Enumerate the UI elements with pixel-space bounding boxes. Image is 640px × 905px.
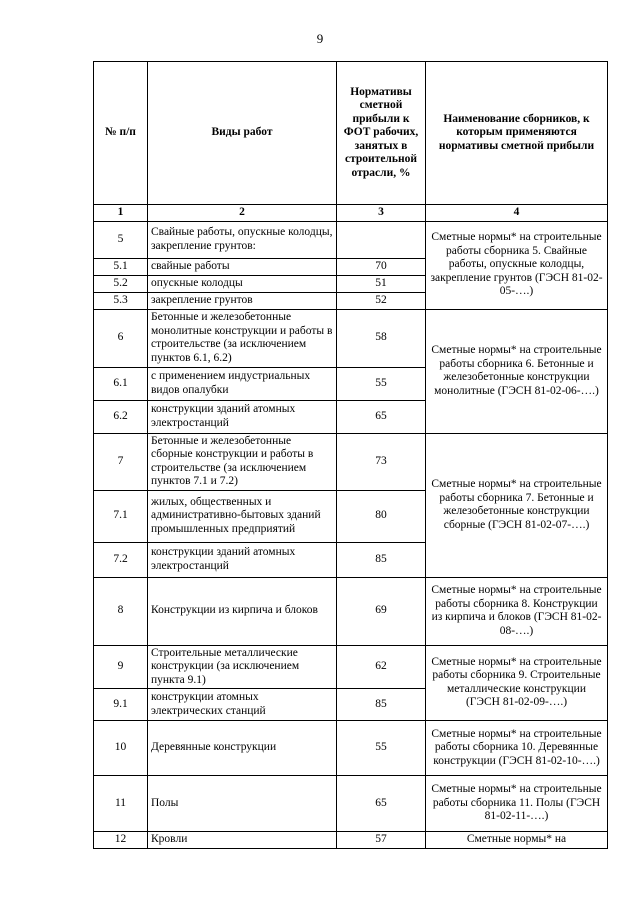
collection-cell: Сметные нормы* на bbox=[426, 832, 608, 849]
row-value: 58 bbox=[337, 309, 426, 367]
row-num: 7.2 bbox=[94, 542, 148, 577]
row-value: 52 bbox=[337, 292, 426, 309]
table-row bbox=[94, 832, 608, 849]
row-name: Строительные металлические конструкции (за исключением пункта 9.1) bbox=[148, 645, 337, 689]
table-row bbox=[94, 577, 608, 645]
row-value: 55 bbox=[337, 367, 426, 400]
collection-cell: Сметные нормы* на строительные работы сборника 11. Полы (ГЭСН 81-02-11-….) bbox=[426, 776, 608, 832]
row-num: 7 bbox=[94, 433, 148, 490]
header-row bbox=[94, 62, 608, 205]
row-value bbox=[337, 221, 426, 258]
column-number-row bbox=[94, 205, 608, 222]
row-value: 57 bbox=[337, 832, 426, 849]
row-num: 12 bbox=[94, 832, 148, 849]
row-value: 65 bbox=[337, 776, 426, 832]
table-row bbox=[94, 309, 608, 367]
row-num: 5.1 bbox=[94, 258, 148, 275]
row-num: 6.1 bbox=[94, 367, 148, 400]
row-value: 85 bbox=[337, 689, 426, 721]
column-number: 3 bbox=[337, 205, 426, 222]
row-name: конструкции зданий атомных электростанций bbox=[148, 542, 337, 577]
row-value: 70 bbox=[337, 258, 426, 275]
row-num: 9 bbox=[94, 645, 148, 689]
row-num: 5.3 bbox=[94, 292, 148, 309]
header-num: № п/п bbox=[94, 62, 148, 205]
header-norm: Нормативы сметной прибыли к ФОТ рабочих, занятых в строительной отрасли, % bbox=[337, 62, 426, 205]
row-num: 8 bbox=[94, 577, 148, 645]
row-name: Свайные работы, опускные колодцы, закрепление грунтов: bbox=[148, 221, 337, 258]
collection-cell: Сметные нормы* на строительные работы сборника 10. Деревянные конструкции (ГЭСН 81-02-10-….) bbox=[426, 721, 608, 776]
row-name: Конструкции из кирпича и блоков bbox=[148, 577, 337, 645]
table-row bbox=[94, 645, 608, 689]
row-name: Кровли bbox=[148, 832, 337, 849]
row-num: 10 bbox=[94, 721, 148, 776]
column-number: 4 bbox=[426, 205, 608, 222]
row-num: 7.1 bbox=[94, 490, 148, 542]
row-value: 69 bbox=[337, 577, 426, 645]
row-name: Бетонные и железобетонные сборные конструкции и работы в строительстве (за исключением пунктов 7.1 и 7.2) bbox=[148, 433, 337, 490]
row-name: конструкции зданий атомных электростанций bbox=[148, 400, 337, 433]
column-number: 2 bbox=[148, 205, 337, 222]
collection-cell: Сметные нормы* на строительные работы сборника 7. Бетонные и железобетонные конструкции сборные (ГЭСН 81-02-07-….) bbox=[426, 433, 608, 577]
row-value: 65 bbox=[337, 400, 426, 433]
row-name: Деревянные конструкции bbox=[148, 721, 337, 776]
row-name: с применением индустриальных видов опалубки bbox=[148, 367, 337, 400]
row-num: 5.2 bbox=[94, 275, 148, 292]
collection-cell: Сметные нормы* на строительные работы сборника 9. Строительные металлические конструкции (ГЭСН 81-02-09-….) bbox=[426, 645, 608, 721]
row-num: 9.1 bbox=[94, 689, 148, 721]
row-name: Бетонные и железобетонные монолитные конструкции и работы в строительстве (за исключением пунктов 6.1, 6.2) bbox=[148, 309, 337, 367]
table-row bbox=[94, 776, 608, 832]
collection-cell: Сметные нормы* на строительные работы сборника 8. Конструкции из кирпича и блоков (ГЭСН 81-02-08-….) bbox=[426, 577, 608, 645]
row-value: 85 bbox=[337, 542, 426, 577]
column-number: 1 bbox=[94, 205, 148, 222]
collection-cell: Сметные нормы* на строительные работы сборника 6. Бетонные и железобетонные конструкции монолитные (ГЭСН 81-02-06-….) bbox=[426, 309, 608, 433]
collection-cell: Сметные нормы* на строительные работы сборника 5. Свайные работы, опускные колодцы, закрепление грунтов (ГЭСН 81-02-05-….) bbox=[426, 221, 608, 309]
row-value: 51 bbox=[337, 275, 426, 292]
table-row bbox=[94, 433, 608, 490]
table-row bbox=[94, 221, 608, 258]
row-name: закрепление грунтов bbox=[148, 292, 337, 309]
norms-table bbox=[93, 61, 608, 849]
table-row bbox=[94, 721, 608, 776]
row-value: 55 bbox=[337, 721, 426, 776]
row-name: опускные колодцы bbox=[148, 275, 337, 292]
row-value: 73 bbox=[337, 433, 426, 490]
row-name: Полы bbox=[148, 776, 337, 832]
row-num: 11 bbox=[94, 776, 148, 832]
row-num: 6.2 bbox=[94, 400, 148, 433]
row-name: конструкции атомных электрических станций bbox=[148, 689, 337, 721]
row-name: жилых, общественных и административно-бытовых зданий промышленных предприятий bbox=[148, 490, 337, 542]
row-value: 80 bbox=[337, 490, 426, 542]
row-name: свайные работы bbox=[148, 258, 337, 275]
row-num: 6 bbox=[94, 309, 148, 367]
header-works: Виды работ bbox=[148, 62, 337, 205]
page-number: 9 bbox=[316, 31, 324, 46]
row-value: 62 bbox=[337, 645, 426, 689]
row-num: 5 bbox=[94, 221, 148, 258]
header-collection: Наименование сборников, к которым применяются нормативы сметной прибыли bbox=[426, 62, 608, 205]
